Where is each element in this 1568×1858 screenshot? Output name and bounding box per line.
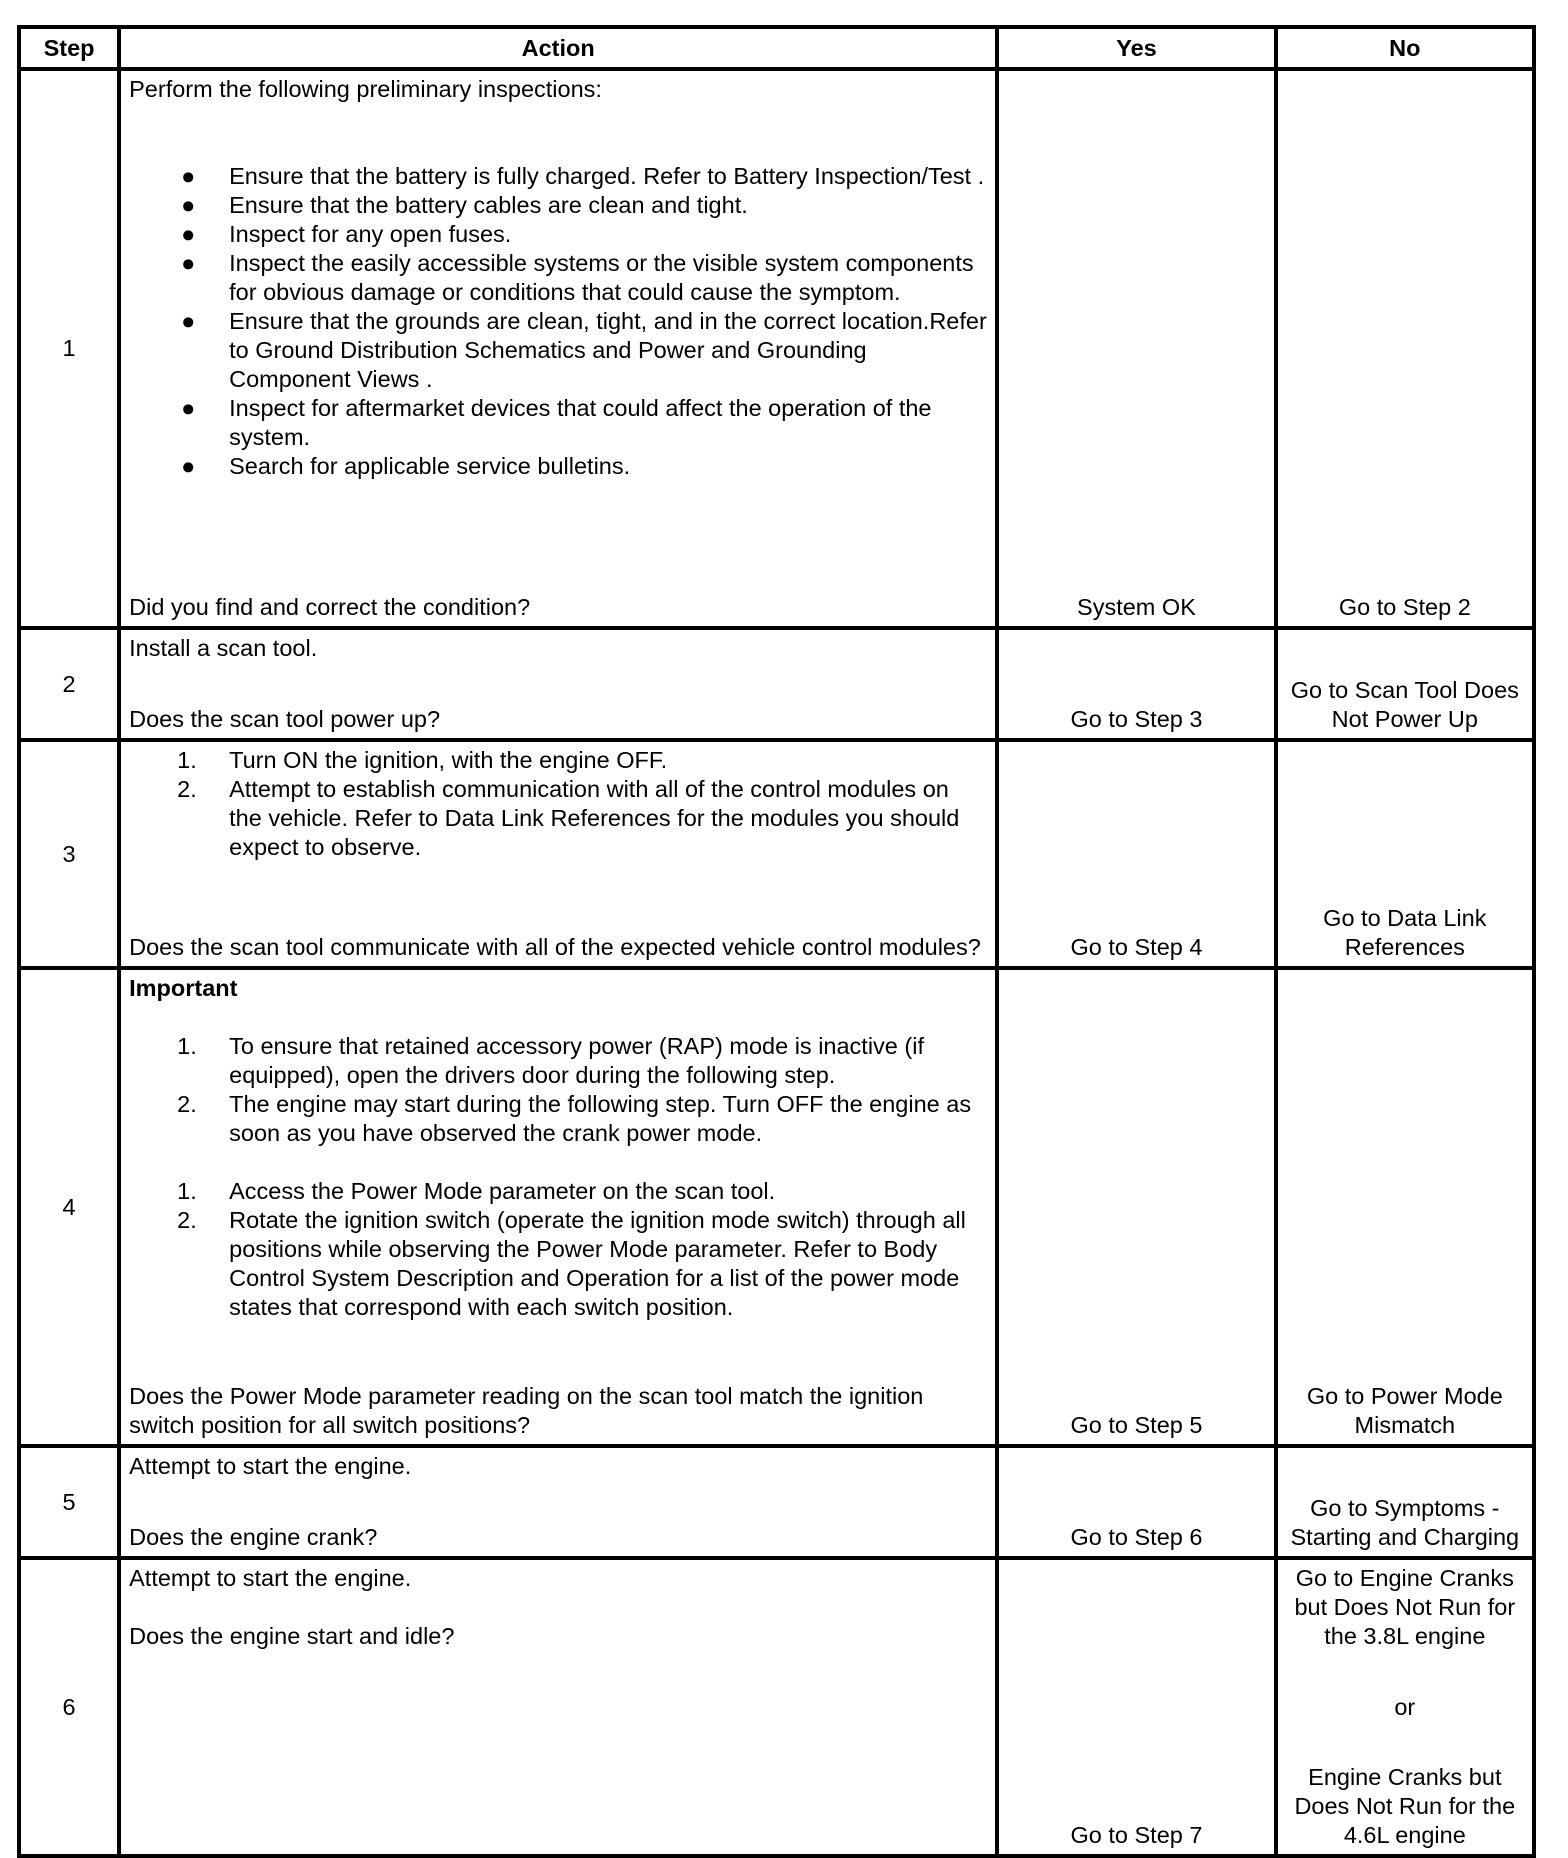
yes-result: Go to Step 4 bbox=[997, 740, 1275, 968]
list-item: ● Inspect for aftermarket devices that could affect the operation of the system. bbox=[181, 395, 932, 450]
action-intro: Attempt to start the engine. bbox=[129, 1453, 412, 1479]
action-cell bbox=[119, 69, 997, 628]
list-item: ● Search for applicable service bulletins. bbox=[181, 453, 631, 479]
action-intro: Perform the following preliminary inspections: bbox=[129, 76, 602, 102]
no-result: Go to Data Link References bbox=[1276, 740, 1534, 968]
action-question: Did you find and correct the condition? bbox=[129, 594, 531, 620]
action-cell bbox=[119, 628, 997, 740]
table-row bbox=[19, 968, 1534, 1446]
step-number: 3 bbox=[19, 740, 119, 968]
header-no: No bbox=[1276, 27, 1534, 69]
header-action: Action bbox=[119, 27, 997, 69]
action-question: Does the Power Mode parameter reading on the scan tool match the ignition switch position for all switch positions? bbox=[129, 1383, 924, 1438]
action-question: Does the scan tool power up? bbox=[129, 706, 441, 732]
no-option-b: Engine Cranks but Does Not Run for the 4.6L engine bbox=[1294, 1764, 1516, 1848]
list-item: 1. Turn ON the ignition, with the engine OFF. bbox=[177, 747, 668, 773]
step-number: 6 bbox=[19, 1558, 119, 1856]
numbered-list bbox=[129, 1177, 987, 1322]
header-yes: Yes bbox=[997, 27, 1275, 69]
no-option-a: Go to Engine Cranks but Does Not Run for the 3.8L engine bbox=[1294, 1565, 1516, 1649]
list-item: 1. Access the Power Mode parameter on the scan tool. bbox=[177, 1178, 776, 1204]
no-result: Go to Symptoms - Starting and Charging bbox=[1276, 1446, 1534, 1558]
list-item: 2. Rotate the ignition switch (operate the ignition mode switch) through all positions while observing the Power Mode parameter. Refer to Body Control System Description and Operation for a list of the power mode states that correspond with each switch position. bbox=[177, 1207, 966, 1320]
numbered-list bbox=[129, 746, 987, 862]
action-cell bbox=[119, 1558, 997, 1856]
no-result: Go to Power Mode Mismatch bbox=[1276, 968, 1534, 1446]
no-or: or bbox=[1394, 1693, 1416, 1720]
action-question: Does the engine crank? bbox=[129, 1524, 378, 1550]
action-intro: Attempt to start the engine. bbox=[129, 1565, 412, 1591]
yes-result: Go to Step 7 bbox=[997, 1558, 1275, 1856]
no-result: Go to Scan Tool Does Not Power Up bbox=[1276, 628, 1534, 740]
list-item: ● Ensure that the grounds are clean, tight, and in the correct location.Refer to Ground Distribution Schematics and Power and Grounding Component Views . bbox=[181, 308, 987, 392]
yes-result: Go to Step 5 bbox=[997, 968, 1275, 1446]
header-row bbox=[19, 27, 1534, 69]
action-intro: Install a scan tool. bbox=[129, 635, 318, 661]
table-row bbox=[19, 1558, 1534, 1856]
yes-result: System OK bbox=[997, 69, 1275, 628]
list-item: ● Inspect the easily accessible systems or the visible system components for obvious damage or conditions that could cause the symptom. bbox=[181, 250, 974, 305]
header-step: Step bbox=[19, 27, 119, 69]
list-item: ● Inspect for any open fuses. bbox=[181, 221, 512, 247]
list-item: ● Ensure that the battery cables are clean and tight. bbox=[181, 192, 748, 218]
no-result bbox=[1276, 1558, 1534, 1856]
table-row bbox=[19, 628, 1534, 740]
step-number: 1 bbox=[19, 69, 119, 628]
list-item: 2. Attempt to establish communication with all of the control modules on the vehicle. Refer to Data Link References for the modules you should expect to observe. bbox=[177, 776, 960, 860]
important-list bbox=[129, 1032, 987, 1148]
action-question: Does the engine start and idle? bbox=[129, 1623, 455, 1649]
yes-result: Go to Step 6 bbox=[997, 1446, 1275, 1558]
list-item: 2. The engine may start during the following step. Turn OFF the engine as soon as you have observed the crank power mode. bbox=[177, 1091, 972, 1146]
step-number: 4 bbox=[19, 968, 119, 1446]
action-cell bbox=[119, 740, 997, 968]
action-question: Does the scan tool communicate with all of the expected vehicle control modules? bbox=[129, 934, 981, 960]
list-item: 1. To ensure that retained accessory power (RAP) mode is inactive (if equipped), open the drivers door during the following step. bbox=[177, 1033, 924, 1088]
list-item: ● Ensure that the battery is fully charged. Refer to Battery Inspection/Test . bbox=[181, 163, 985, 189]
yes-result: Go to Step 3 bbox=[997, 628, 1275, 740]
step-number: 2 bbox=[19, 628, 119, 740]
table-row bbox=[19, 740, 1534, 968]
no-result: Go to Step 2 bbox=[1276, 69, 1534, 628]
action-cell bbox=[119, 1446, 997, 1558]
action-cell bbox=[119, 968, 997, 1446]
diagnostic-table bbox=[17, 25, 1536, 1858]
step-number: 5 bbox=[19, 1446, 119, 1558]
important-label: Important bbox=[129, 975, 238, 1001]
table-row bbox=[19, 1446, 1534, 1558]
table-row bbox=[19, 69, 1534, 628]
bullet-list bbox=[129, 162, 987, 481]
